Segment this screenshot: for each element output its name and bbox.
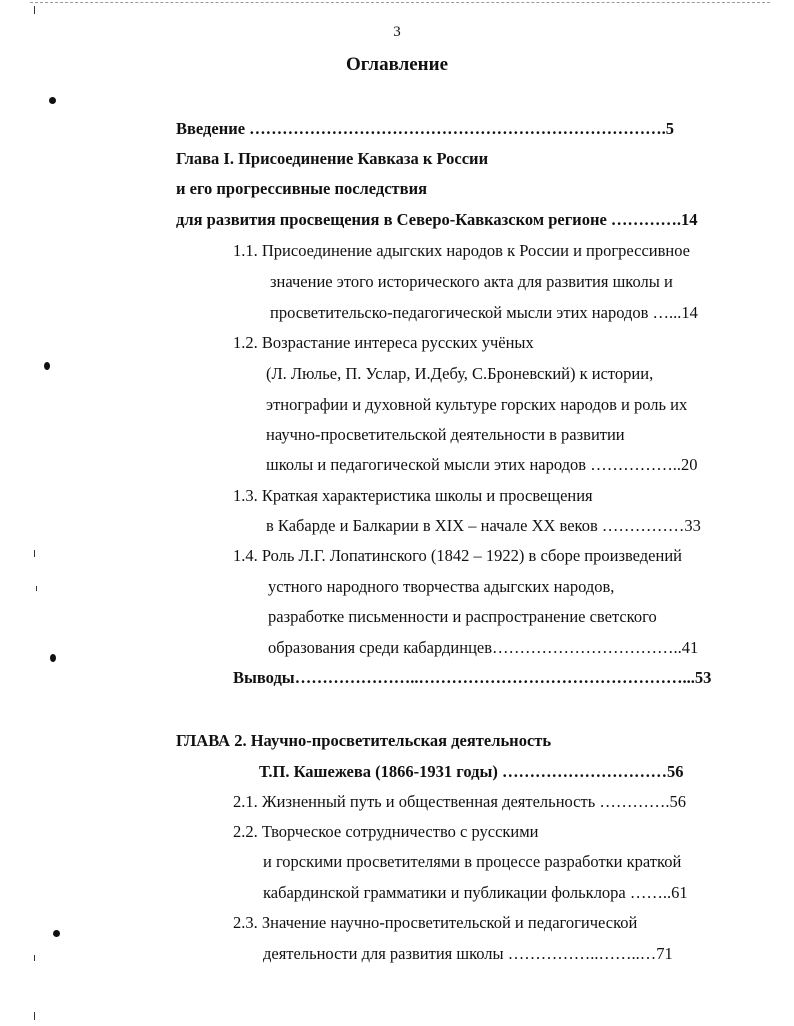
toc-chapter2-title[interactable]: ГЛАВА 2. Научно-просветительская деятельность	[176, 731, 552, 750]
scan-artifact-mark	[34, 1012, 35, 1020]
page-title: Оглавление	[345, 54, 449, 75]
toc-section-1-2-end[interactable]: школы и педагогической мысли этих народов ……………..20	[266, 455, 698, 474]
toc-section-1-4-end[interactable]: образования среди кабардинцев……………………………..41	[268, 638, 699, 657]
toc-section-1-4-cont[interactable]: устного народного творчества адыгских народов,	[268, 577, 615, 596]
toc-section-1-3[interactable]: 1.3. Краткая характеристика школы и просвещения	[233, 486, 593, 505]
scan-artifact-mark	[34, 6, 35, 14]
scan-edge-line	[30, 2, 770, 5]
toc-section-2-3[interactable]: 2.3. Значение научно-просветительской и педагогической	[233, 913, 638, 932]
toc-section-1-2-cont[interactable]: (Л. Люлье, П. Услар, И.Дебу, С.Броневский) к истории,	[266, 364, 654, 383]
toc-entry-introduction[interactable]: Введение ………………………………………………………………….5	[176, 119, 675, 138]
toc-section-1-4[interactable]: 1.4. Роль Л.Г. Лопатинского (1842 – 1922) в сборе произведений	[233, 546, 682, 565]
punch-hole-mark	[49, 97, 56, 104]
toc-section-2-2-end[interactable]: кабардинской грамматики и публикации фольклора ……..61	[263, 883, 688, 902]
punch-hole-mark	[50, 654, 56, 662]
toc-chapter1-title[interactable]: Глава I. Присоединение Кавказа к России	[176, 149, 489, 168]
toc-section-2-2[interactable]: 2.2. Творческое сотрудничество с русскими	[233, 822, 539, 841]
scan-artifact-mark	[36, 586, 37, 591]
toc-section-1-2[interactable]: 1.2. Возрастание интереса русских учёных	[233, 333, 534, 352]
toc-section-1-1-cont[interactable]: значение этого исторического акта для развития школы и	[270, 272, 673, 291]
page-number: 3	[393, 24, 401, 40]
toc-section-1-2-cont[interactable]: научно-просветительской деятельности в развитии	[266, 425, 625, 444]
toc-section-1-1-end[interactable]: просветительско-педагогической мысли этих народов …...14	[270, 303, 698, 322]
toc-section-2-2-cont[interactable]: и горскими просветителями в процессе разработки краткой	[263, 852, 682, 871]
toc-chapter1-title-cont[interactable]: и его прогрессивные последствия	[176, 179, 428, 198]
scan-artifact-mark	[34, 550, 35, 557]
toc-section-1-3-end[interactable]: в Кабарде и Балкарии в XIX – начале XX веков ……………33	[266, 516, 701, 535]
punch-hole-mark	[53, 930, 60, 937]
toc-entry-conclusions[interactable]: Выводы…………………..…………………………………………...53	[233, 668, 712, 687]
toc-section-1-2-cont[interactable]: этнографии и духовной культуре горских народов и роль их	[266, 395, 688, 414]
toc-section-1-1[interactable]: 1.1. Присоединение адыгских народов к России и прогрессивное	[233, 241, 691, 260]
toc-chapter1-title-end[interactable]: для развития просвещения в Северо-Кавказском регионе ………….14	[176, 210, 698, 229]
toc-section-2-1[interactable]: 2.1. Жизненный путь и общественная деятельность ………….56	[233, 792, 686, 811]
scan-artifact-mark	[34, 955, 35, 961]
punch-hole-mark	[44, 362, 50, 370]
toc-section-2-3-end[interactable]: деятельности для развития школы ……………..……..…71	[263, 944, 673, 963]
toc-section-1-4-cont[interactable]: разработке письменности и распространение светского	[268, 607, 657, 626]
toc-chapter2-title-end[interactable]: Т.П. Кашежева (1866-1931 годы) …………………………56	[259, 762, 684, 781]
